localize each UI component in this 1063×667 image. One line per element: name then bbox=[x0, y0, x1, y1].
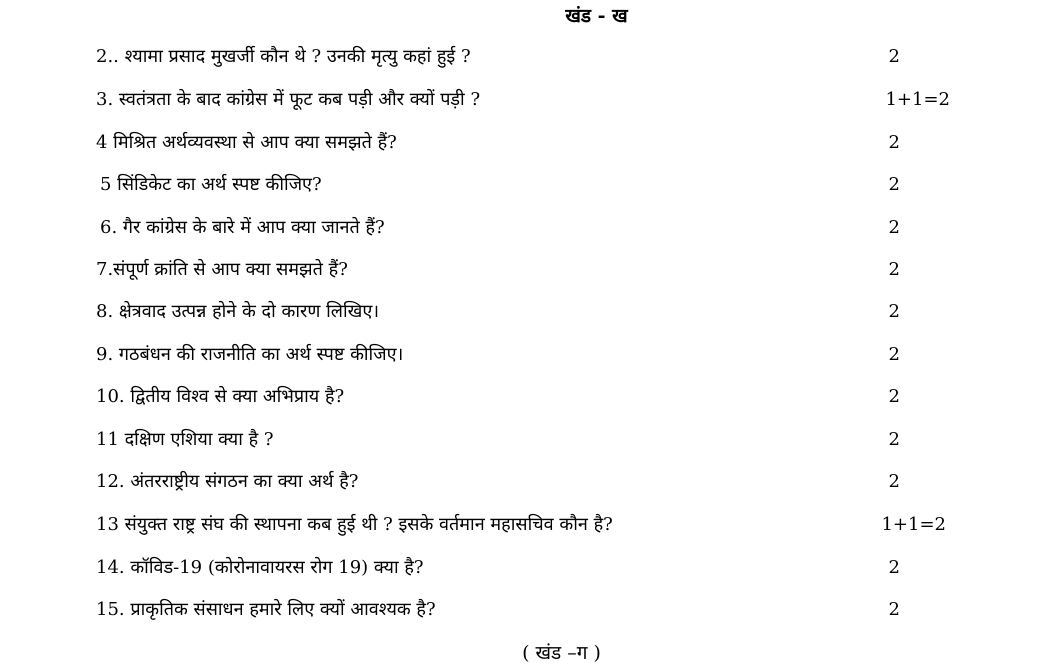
question-marks: 2 bbox=[888, 471, 900, 492]
section-heading-ga: ( खंड –ग ) bbox=[522, 642, 601, 664]
section-heading-kh: खंड - ख bbox=[565, 5, 628, 27]
question-text: 10. द्वितीय विश्व से क्या अभिप्राय है? bbox=[96, 386, 345, 407]
question-text: 6. गैर कांग्रेस के बारे में आप क्या जानते हैं? bbox=[100, 217, 385, 238]
question-marks: 2 bbox=[888, 386, 900, 407]
question-row bbox=[0, 550, 1063, 586]
question-row bbox=[0, 592, 1063, 628]
question-marks: 2 bbox=[888, 174, 900, 195]
question-row bbox=[0, 464, 1063, 500]
question-text: 14. कॉविड-19 (कोरोनावायरस रोग 19) क्या है? bbox=[96, 557, 424, 578]
question-row bbox=[0, 379, 1063, 415]
question-marks: 2 bbox=[888, 46, 900, 67]
question-row bbox=[0, 210, 1063, 246]
question-marks: 2 bbox=[888, 259, 900, 280]
question-row bbox=[0, 252, 1063, 288]
question-marks: 2 bbox=[888, 132, 900, 153]
question-row bbox=[0, 507, 1063, 543]
question-text: 5 सिंडिकेट का अर्थ स्पष्ट कीजिए? bbox=[100, 174, 322, 195]
question-text: 13 संयुक्त राष्ट्र संघ की स्थापना कब हुई थी ? इसके वर्तमान महासचिव कौन है? bbox=[96, 514, 613, 535]
question-text: 9. गठबंधन की राजनीति का अर्थ स्पष्ट कीजिए। bbox=[96, 344, 404, 365]
question-text: 3. स्वतंत्रता के बाद कांग्रेस में फूट कब पड़ी और क्यों पड़ी ? bbox=[96, 89, 481, 110]
question-marks: 2 bbox=[888, 344, 900, 365]
question-marks: 1+1=2 bbox=[881, 514, 946, 535]
question-row bbox=[0, 167, 1063, 203]
question-text: 7.संपूर्ण क्रांति से आप क्या समझते हैं? bbox=[96, 259, 348, 280]
question-marks: 2 bbox=[888, 217, 900, 238]
question-text: 12. अंतरराष्ट्रीय संगठन का क्या अर्थ है? bbox=[96, 471, 359, 492]
question-row bbox=[0, 39, 1063, 75]
question-text: 4 मिश्रित अर्थव्यवस्था से आप क्या समझते हैं? bbox=[96, 132, 397, 153]
question-text: 8. क्षेत्रवाद उत्पन्न होने के दो कारण लिखिए। bbox=[96, 301, 380, 322]
question-row bbox=[0, 82, 1063, 118]
question-text: 15. प्राकृतिक संसाधन हमारे लिए क्यों आवश्यक है? bbox=[96, 599, 436, 620]
question-text: 2.. श्यामा प्रसाद मुखर्जी कौन थे ? उनकी मृत्यु कहां हुई ? bbox=[96, 46, 471, 67]
question-marks: 2 bbox=[888, 429, 900, 450]
question-row bbox=[0, 337, 1063, 373]
question-marks: 2 bbox=[888, 301, 900, 322]
question-row bbox=[0, 422, 1063, 458]
question-text: 11 दक्षिण एशिया क्या है ? bbox=[96, 429, 274, 450]
question-marks: 1+1=2 bbox=[885, 89, 950, 110]
question-marks: 2 bbox=[888, 599, 900, 620]
question-row bbox=[0, 294, 1063, 330]
question-marks: 2 bbox=[888, 557, 900, 578]
question-row bbox=[0, 125, 1063, 161]
